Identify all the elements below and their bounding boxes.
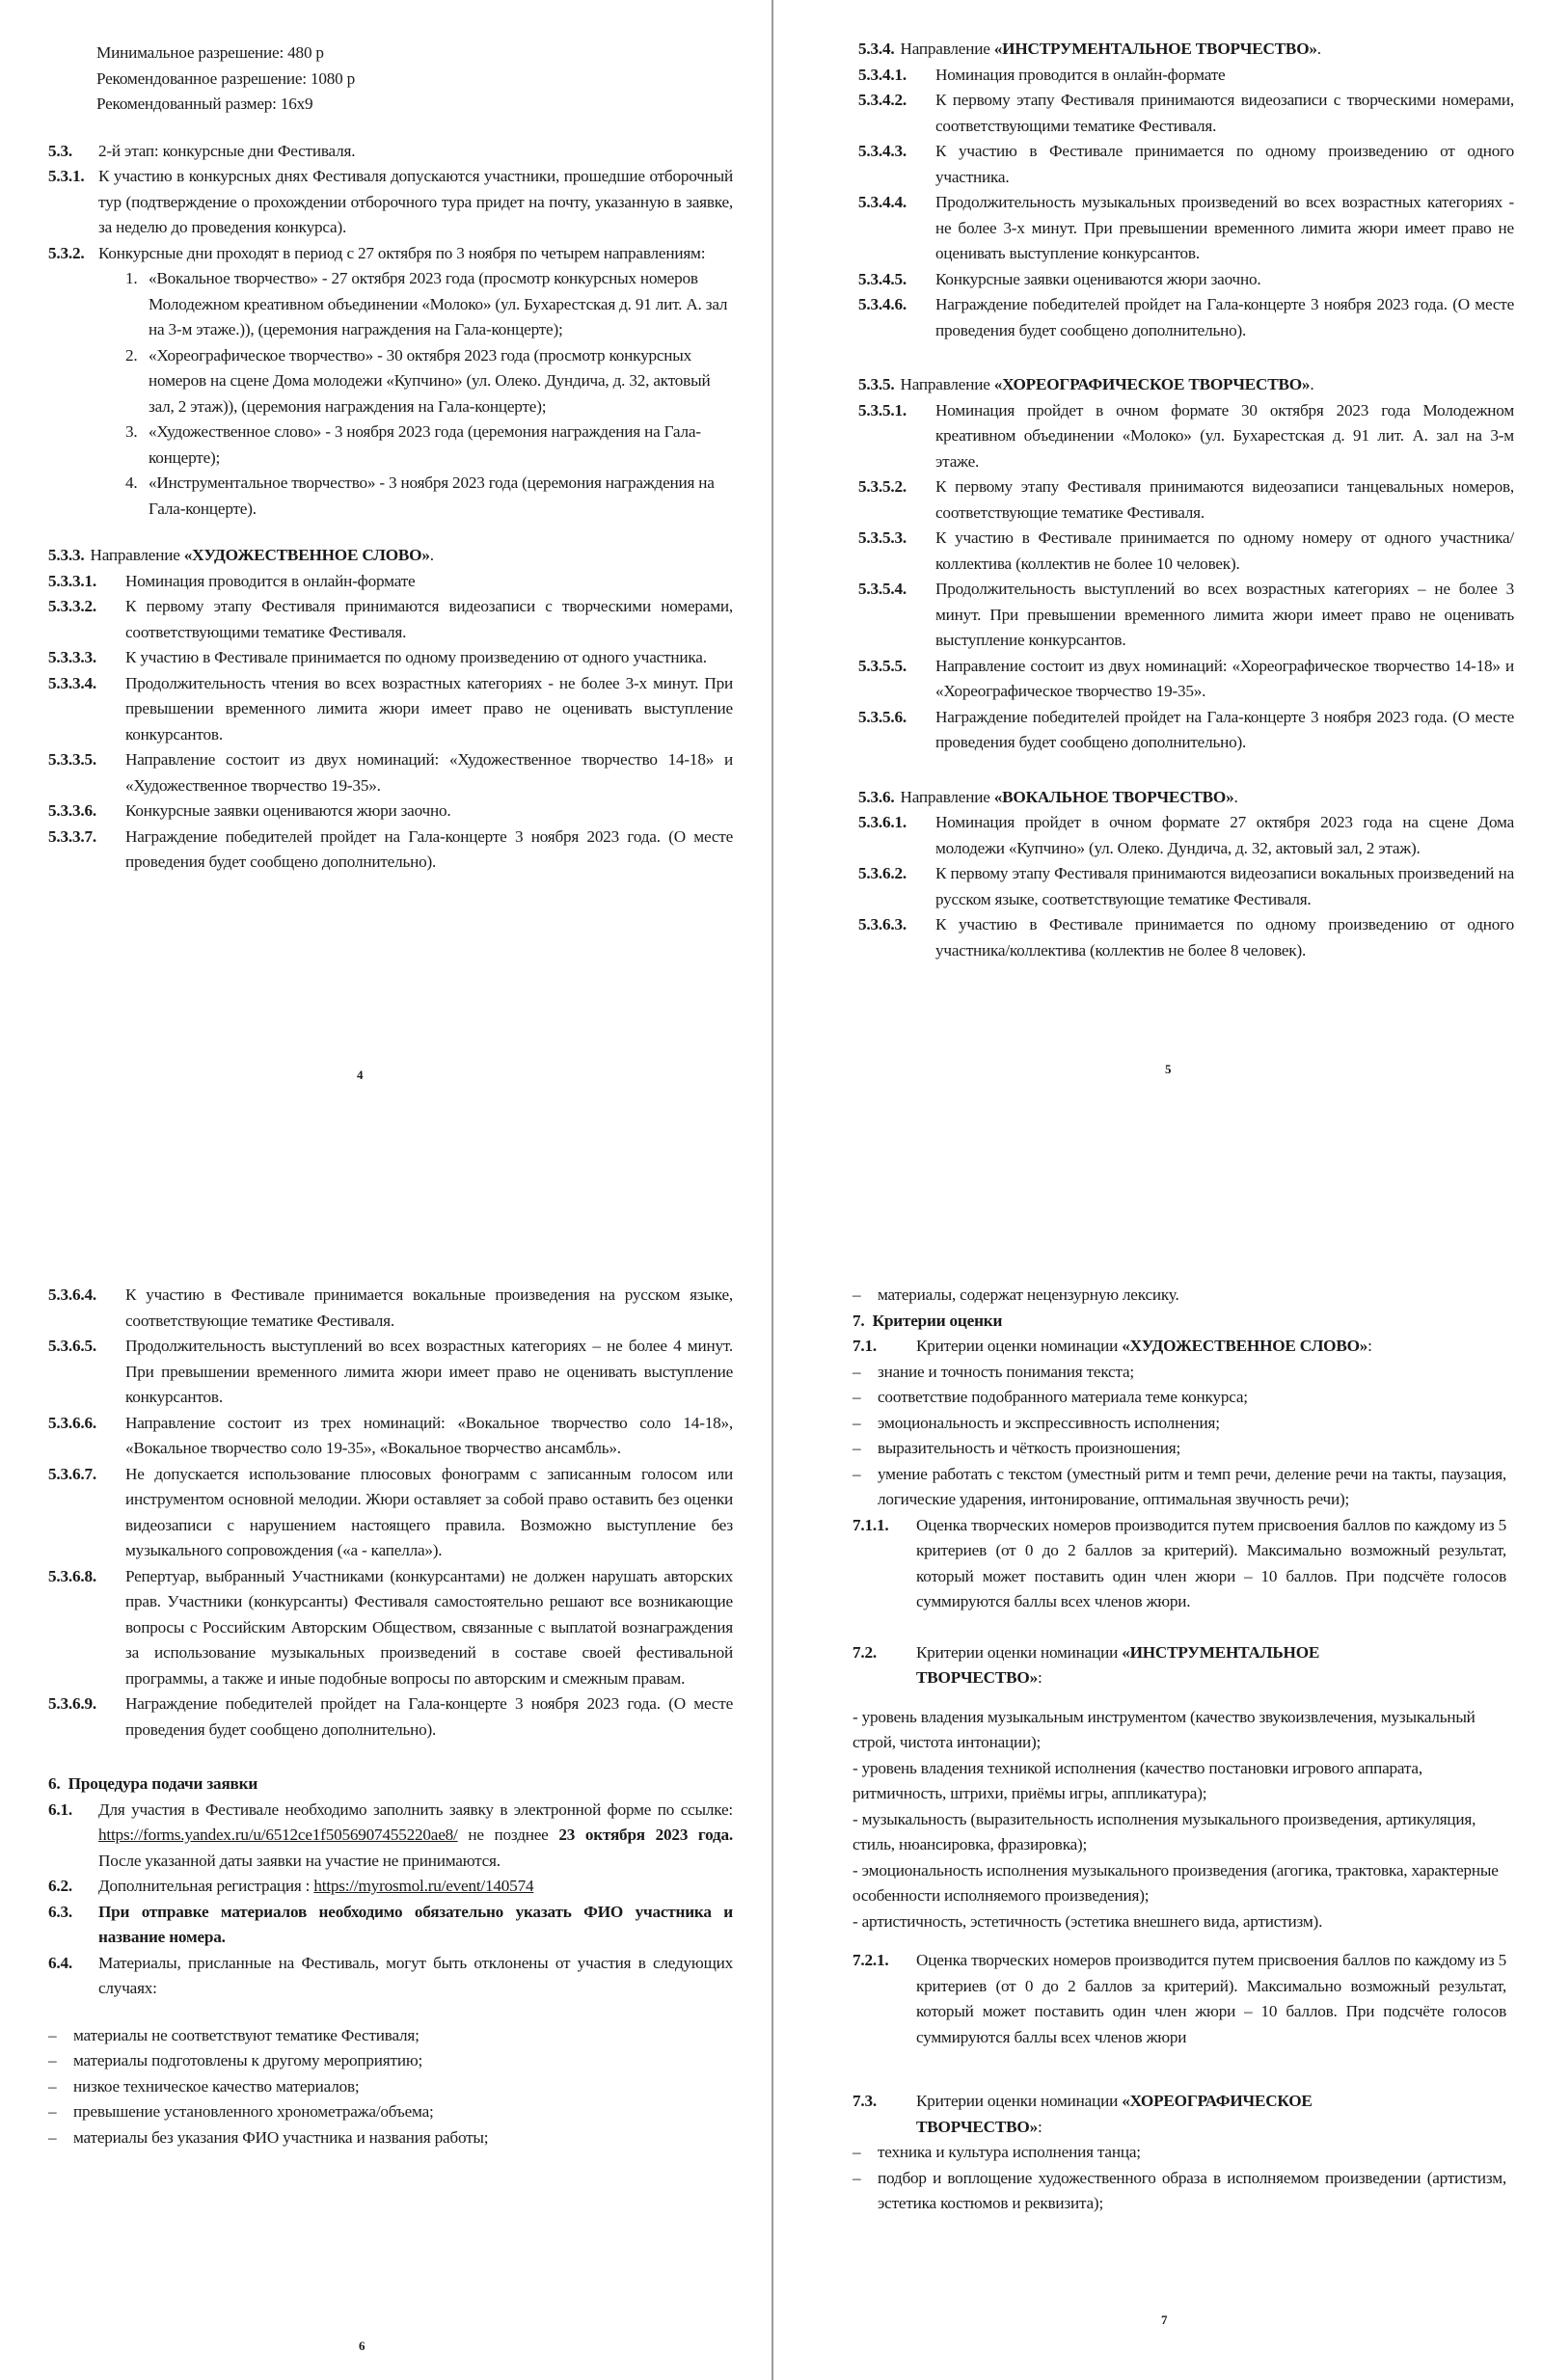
clause-number: 5.3.3.1. — [48, 571, 96, 590]
criterion-item: - музыкальность (выразительность исполнения музыкального произведения, артикуляция, стиль, нюансировка, фразировка); — [853, 1809, 1476, 1853]
item-text: знание и точность понимания текста; — [878, 1362, 1134, 1381]
heading-suffix: : — [1037, 1668, 1042, 1687]
item-text: «Хореографическое творчество» - 30 октября 2023 года (просмотр конкурсных номеров на сцене Дома молодежи «Купчино» (ул. Олеко. Дундича, д. 32, актовый зал, 2 этаж)), (церемония награждения на Гала-концерте); — [149, 345, 711, 416]
heading-prefix: Критерии оценки номинации — [916, 1642, 1123, 1662]
page-5 — [772, 0, 1543, 1186]
section-number: 5.3.3. — [48, 546, 85, 564]
clause-7-1-1 — [853, 1513, 1506, 1615]
heading-suffix: : — [1367, 1337, 1372, 1355]
clause-number: 5.3.5.2. — [858, 477, 907, 496]
clause-text: Направление состоит из трех номинаций: «Вокальное творчество соло 14-18», «Вокальное творчество соло 19-35», «Вокальное творчество ансамбль». — [125, 1413, 733, 1457]
page-number: 7 — [1161, 2312, 1168, 2327]
clause-number: 5.3.3.7. — [48, 826, 96, 846]
clause-text: Награждение победителей пройдет на Гала-концерте 3 ноября 2023 года. (О месте проведения будет сообщено дополнительно). — [935, 295, 1514, 339]
section-number: 5.3.4. — [858, 40, 895, 58]
dash-bullet: – — [853, 1439, 861, 1457]
video-specs — [48, 41, 733, 118]
clause-text: К участию в Фестивале принимается по одному произведению от одного участника. — [935, 142, 1514, 186]
clause-5-3-6-3 — [858, 912, 1514, 963]
clause-text: Направление состоит из двух номинаций: «Хореографическое творчество 14-18» и «Хореографическое творчество 19-35». — [935, 656, 1514, 700]
registration-link[interactable]: https://myrosmol.ru/event/140574 — [313, 1877, 534, 1895]
criterion-item: - уровень владения техникой исполнения (качество постановки игрового аппарата, ритмичность, штрихи, приёмы игры, аппликатура); — [853, 1758, 1422, 1802]
section-5-3 — [48, 139, 733, 165]
directions-list — [48, 266, 733, 522]
heading-prefix: Направление — [900, 787, 994, 806]
item-text: выразительность и чёткость произношения; — [878, 1439, 1181, 1457]
dash-bullet: – — [853, 1413, 861, 1432]
clause-5-3-4-3 — [858, 139, 1514, 190]
clause-number: 5.3.1. — [48, 167, 85, 185]
clause-number: 5.3.5.5. — [858, 656, 907, 675]
dash-bullet: – — [48, 2102, 57, 2121]
dash-bullet: – — [48, 2076, 57, 2096]
heading-bold: «ХУДОЖЕСТВЕННОЕ СЛОВО» — [1122, 1337, 1368, 1355]
section-title: 2-й этап: конкурсные дни Фестиваля. — [98, 141, 356, 160]
clause-text: Оценка творческих номеров производится путем присвоения баллов по каждому из 5 критериев (от 0 до 2 баллов за критерий). Максимально возможный результат, который может поставить один член жюри – 10 баллов. При подсчёте голосов суммируются баллы всех членов жюри. — [916, 1515, 1506, 1610]
clause-text: К участию в Фестивале принимается вокальные произведения на русском языке, соответствующие тематике Фестиваля. — [125, 1285, 733, 1330]
clause-text: Направление состоит из двух номинаций: «Художественное творчество 14-18» и «Художественное творчество 19-35». — [125, 750, 733, 795]
section-7-1 — [853, 1334, 1506, 1360]
page-6 — [0, 1186, 772, 2380]
section-5-3-3 — [48, 543, 733, 569]
section-6-title: 6. Процедура подачи заявки — [48, 1774, 258, 1793]
dash-bullet: – — [853, 1362, 861, 1381]
clause-number: 6.2. — [48, 1877, 72, 1895]
criterion-item: - уровень владения музыкальным инструментом (качество звукоизвлечения, музыкальный строй, чистота интонации); — [853, 1707, 1475, 1751]
direction-item — [125, 266, 733, 343]
clause-number: 5.3.3.3. — [48, 648, 96, 666]
dash-bullet: – — [48, 2127, 57, 2147]
clause-number: 5.3.3.5. — [48, 750, 96, 769]
text-part: не позднее — [457, 1826, 559, 1844]
clause-text — [98, 1874, 733, 1900]
heading-prefix: Направление — [900, 375, 994, 393]
page-number: 4 — [357, 1068, 364, 1082]
clause-text: Оценка творческих номеров производится путем присвоения баллов по каждому из 5 критериев (от 0 до 2 баллов за критерий). Максимально возможный результат, который может поставить один член жюри – 10 баллов. При подсчёте голосов суммируются баллы всех членов жюри — [916, 1951, 1506, 2046]
rejection-item — [48, 2074, 733, 2100]
clause-number: 5.3.2. — [48, 243, 85, 262]
clause-5-3-6-1 — [858, 810, 1514, 861]
clause-5-3-5-4 — [858, 577, 1514, 654]
rejection-item — [48, 2048, 733, 2074]
clause-number: 5.3.5.6. — [858, 707, 907, 726]
rejection-item — [48, 2023, 733, 2049]
heading-prefix: Критерии оценки номинации — [916, 1337, 1123, 1355]
item-text: материалы, содержат нецензурную лексику. — [878, 1285, 1179, 1304]
clause-6-2 — [48, 1874, 733, 1900]
section-heading — [900, 372, 1313, 398]
clause-5-3-3-4 — [48, 671, 733, 748]
clause-text: Награждение победителей пройдет на Гала-концерте 3 ноября 2023 года. (О месте проведения будет сообщено дополнительно). — [125, 1694, 733, 1739]
clause-6-4 — [48, 1951, 733, 2002]
clause-5-3-2 — [48, 241, 733, 267]
clause-5-3-3-1 — [48, 569, 733, 595]
item-text: материалы не соответствуют тематике Фестиваля; — [73, 2025, 420, 2044]
clause-number: 5.3.4.1. — [858, 65, 907, 84]
clause-number: 5.3.6.7. — [48, 1464, 96, 1483]
criteria-list-7-1 — [853, 1360, 1506, 1513]
rejection-item — [853, 1283, 1506, 1309]
clause-5-3-6-8 — [48, 1564, 733, 1692]
clause-number: 5.3.6.4. — [48, 1285, 96, 1304]
item-text: «Инструментальное творчество» - 3 ноября 2023 года (церемония награждения на Гала-концерте). — [149, 473, 715, 518]
item-text: техника и культура исполнения танца; — [878, 2143, 1141, 2161]
dash-bullet: – — [853, 1388, 861, 1406]
clause-text: К первому этапу Фестиваля принимаются видеозаписи с творческими номерами, соответствующими тематике Фестиваля. — [125, 597, 733, 641]
item-text: умение работать с текстом (уместный ритм и темп речи, деление речи на такты, паузация, логические ударения, интонирование, оптимальная звучность речи); — [878, 1464, 1506, 1508]
criterion-item: - артистичность, эстетичность (эстетика внешнего вида, артистизм). — [853, 1911, 1323, 1931]
rejection-item — [48, 2099, 733, 2125]
clause-number: 7.1.1. — [853, 1515, 889, 1534]
criterion-item — [853, 1360, 1506, 1386]
heading-bold: «ХОРЕОГРАФИЧЕСКОЕ ТВОРЧЕСТВО» — [916, 2092, 1313, 2136]
item-text: соответствие подобранного материала теме конкурса; — [878, 1388, 1248, 1406]
section-number: 7.2. — [853, 1642, 877, 1662]
clause-number: 5.3.6.8. — [48, 1566, 96, 1585]
clause-text: Продолжительность выступлений во всех возрастных категориях – не более 3 минут. При превышении временного лимита жюри имеет право не оценивать выступление конкурсантов. — [935, 580, 1514, 649]
section-number: 5.3. — [48, 141, 72, 160]
item-number: 2. — [125, 345, 138, 365]
clause-5-3-4-1 — [858, 63, 1514, 89]
criterion-item — [853, 1385, 1506, 1411]
item-text: низкое техническое качество материалов; — [73, 2076, 360, 2096]
item-number: 4. — [125, 473, 138, 492]
clause-number: 5.3.3.4. — [48, 673, 96, 692]
rejection-item — [48, 2125, 733, 2151]
item-text: материалы подготовлены к другому мероприятию; — [73, 2051, 423, 2069]
clause-number: 6.1. — [48, 1799, 72, 1819]
clause-text: Номинация пройдет в очном формате 27 октября 2023 года на сцене Дома молодежи «Купчино» (ул. Олеко. Дундича, д. 32, актовый зал, 2 этаж). — [935, 813, 1514, 857]
criterion-item — [853, 2140, 1506, 2166]
spec-recommended-size: Рекомендованный размер: 16х9 — [96, 95, 313, 113]
criteria-list-7-2 — [853, 1705, 1506, 1935]
page-6-content — [48, 1283, 733, 2150]
clause-number: 5.3.6.3. — [858, 915, 907, 933]
clause-text: Не допускается использование плюсовых фонограмм с записанным голосом или инструментом основной мелодии. Жюри оставляет за собой право оставить без оценки видеозаписи с нарушением настоящего правила. Возможно выступление без музыкального сопровождения («а - капелла»). — [125, 1464, 733, 1559]
deadline-date: 23 октября 2023 года. — [558, 1826, 733, 1844]
section-heading — [916, 1640, 1321, 1691]
clause-7-2-1 — [853, 1948, 1506, 2050]
clause-number: 5.3.4.5. — [858, 269, 907, 288]
clause-number: 6.3. — [48, 1902, 72, 1921]
page-4 — [0, 0, 772, 1186]
heading-suffix: . — [1233, 787, 1238, 806]
clause-5-3-1 — [48, 164, 733, 241]
clause-5-3-4-4 — [858, 190, 1514, 267]
heading-prefix: Направление — [90, 546, 184, 564]
section-7-title: 7. Критерии оценки — [853, 1311, 1003, 1330]
spec-min-resolution: Минимальное разрешение: 480 р — [96, 43, 324, 62]
clause-5-3-6-4 — [48, 1283, 733, 1334]
criterion-item: - эмоциональность исполнения музыкального произведения (агогика, трактовка, характерные особенности исполняемого произведения); — [853, 1860, 1499, 1905]
section-number: 5.3.6. — [858, 787, 895, 806]
clause-5-3-3-7 — [48, 825, 733, 876]
clause-5-3-4-2 — [858, 88, 1514, 139]
application-form-link[interactable]: https://forms.yandex.ru/u/6512ce1f5056907455220ae8/ — [98, 1826, 458, 1844]
dash-bullet: – — [853, 1464, 861, 1483]
page-5-content — [858, 37, 1514, 963]
clause-number: 5.3.5.3. — [858, 528, 907, 547]
item-text: материалы без указания ФИО участника и названия работы; — [73, 2127, 489, 2147]
section-number: 7.1. — [853, 1337, 877, 1355]
page-number: 5 — [1165, 1062, 1172, 1076]
clause-number: 5.3.6.2. — [858, 864, 907, 882]
text-part: После указанной даты заявки на участие не принимаются. — [98, 1851, 501, 1870]
clause-text: Номинация проводится в онлайн-формате — [935, 65, 1226, 84]
section-heading — [900, 785, 1237, 811]
clause-text: К первому этапу Фестиваля принимаются видеозаписи с творческими номерами, соответствующими тематике Фестиваля. — [935, 91, 1514, 135]
item-text: эмоциональность и экспрессивность исполнения; — [878, 1413, 1220, 1432]
section-5-3-6 — [858, 785, 1514, 811]
clause-number: 7.2.1. — [853, 1951, 889, 1969]
section-number: 5.3.5. — [858, 375, 895, 393]
section-7-2 — [853, 1640, 1506, 1691]
clause-text: К участию в Фестивале принимается по одному номеру от одного участника/коллектива (коллектив не более 10 человек). — [935, 528, 1514, 573]
clause-number: 5.3.6.6. — [48, 1413, 96, 1432]
clause-5-3-4-6 — [858, 292, 1514, 343]
clause-5-3-5-1 — [858, 398, 1514, 475]
page-7 — [772, 1186, 1543, 2380]
section-number: 7.3. — [853, 2092, 877, 2110]
clause-text: К участию в конкурсных днях Фестиваля допускаются участники, прошедшие отборочный тур (подтверждение о прохождении отборочного тура придет на почту, указанную в заявке, за неделю до проведения конкурса). — [98, 167, 733, 236]
clause-number: 5.3.4.4. — [858, 193, 907, 211]
clause-text: Номинация проводится в онлайн-формате — [125, 571, 416, 590]
clause-6-3 — [48, 1900, 733, 1951]
page-4-content — [48, 41, 733, 876]
clause-number: 5.3.4.3. — [858, 142, 907, 160]
dash-bullet: – — [853, 2143, 861, 2161]
heading-bold: «ХУДОЖЕСТВЕННОЕ СЛОВО» — [183, 546, 430, 564]
heading-bold: «ИНСТРУМЕНТАЛЬНОЕ ТВОРЧЕСТВО» — [916, 1642, 1320, 1687]
clause-5-3-6-7 — [48, 1462, 733, 1564]
text-part: Дополнительная регистрация : — [98, 1877, 314, 1895]
heading-suffix: . — [1310, 375, 1314, 393]
criterion-item — [853, 1411, 1506, 1437]
item-text: «Вокальное творчество» - 27 октября 2023 года (просмотр конкурсных номеров Молодежном креативном объединении «Молоко» (ул. Бухарестская д. 91 лит. А. зал на 3-м этаже.)), (церемония награждения на Гала-концерте); — [149, 269, 728, 338]
clause-text — [98, 1798, 733, 1875]
clause-text: Конкурсные заявки оцениваются жюри заочно. — [935, 269, 1261, 288]
heading-prefix: Критерии оценки номинации — [916, 2092, 1123, 2110]
clause-text: Материалы, присланные на Фестиваль, могут быть отклонены от участия в следующих случаях: — [98, 1953, 733, 1997]
clause-text: Награждение победителей пройдет на Гала-концерте 3 ноября 2023 года. (О месте проведения будет сообщено дополнительно). — [125, 826, 733, 871]
clause-number: 5.3.4.6. — [858, 295, 907, 313]
criterion-item — [853, 1436, 1506, 1462]
clause-number: 5.3.6.5. — [48, 1337, 96, 1355]
spec-recommended-resolution: Рекомендованное разрешение: 1080 р — [96, 68, 356, 88]
heading-bold: «ХОРЕОГРАФИЧЕСКОЕ ТВОРЧЕСТВО» — [993, 375, 1311, 393]
section-heading — [900, 37, 1320, 63]
clause-text: Номинация пройдет в очном формате 30 октября 2023 года Молодежном креативном объединении «Молоко» (ул. Бухарестская д. 91 лит. А. зал на 3-м этаже. — [935, 400, 1514, 471]
criterion-item — [853, 2166, 1506, 2217]
clause-text: Продолжительность музыкальных произведений во всех возрастных категориях - не более 3-х минут. При превышении временного лимита жюри имеет право не оценивать выступление конкурсантов. — [935, 193, 1514, 262]
rejection-list — [48, 2023, 733, 2151]
criteria-list-7-3 — [853, 2140, 1506, 2217]
clause-number: 5.3.3.6. — [48, 801, 96, 820]
clause-number: 5.3.5.1. — [858, 400, 907, 419]
item-number: 1. — [125, 269, 138, 287]
clause-5-3-3-3 — [48, 645, 733, 671]
section-5-3-4 — [858, 37, 1514, 63]
item-text: превышение установленного хронометража/объема; — [73, 2102, 434, 2121]
clause-number: 5.3.6.1. — [858, 813, 907, 831]
clause-text: К первому этапу Фестиваля принимаются видеозаписи вокальных произведений на русском языке, соответствующие тематике Фестиваля. — [935, 864, 1514, 908]
heading-suffix: . — [429, 546, 434, 564]
dash-bullet: – — [853, 1285, 861, 1304]
section-heading — [916, 2089, 1321, 2140]
section-heading — [916, 1334, 1372, 1360]
clause-5-3-6-9 — [48, 1691, 733, 1743]
clause-text: Конкурсные дни проходят в период с 27 октября по 3 ноября по четырем направлениям: — [98, 243, 706, 262]
clause-5-3-3-5 — [48, 747, 733, 798]
section-heading — [90, 543, 433, 569]
clause-text: Продолжительность чтения во всех возрастных категориях - не более 3-х минут. При превышении временного лимита жюри имеет право не оценивать выступление конкурсантов. — [125, 673, 733, 744]
direction-item — [125, 419, 733, 471]
heading-suffix: . — [1316, 40, 1321, 58]
page-7-content — [853, 1283, 1506, 2217]
clause-5-3-4-5 — [858, 267, 1514, 293]
clause-5-3-6-5 — [48, 1334, 733, 1411]
clause-text: Репертуар, выбранный Участниками (конкурсантами) не должен нарушать авторских прав. Участники (конкурсанты) Фестиваля самостоятельно решают все возникающие вопросы с Российским Авторским Обществом, связанные с выплатой вознаграждения за использование музыкальных произведений в составе своей фестивальной программы, а также и иные подобные вопросы по авторским и смежным правам. — [125, 1566, 733, 1688]
clause-5-3-6-6 — [48, 1411, 733, 1462]
heading-prefix: Направление — [900, 40, 994, 58]
dash-bullet: – — [48, 2025, 57, 2044]
direction-item — [125, 471, 733, 522]
clause-text: При отправке материалов необходимо обязательно указать ФИО участника и название номера. — [98, 1902, 733, 1946]
direction-item — [125, 343, 733, 420]
clause-5-3-3-2 — [48, 594, 733, 645]
section-7-3 — [853, 2089, 1506, 2140]
dash-bullet: – — [48, 2051, 57, 2069]
item-number: 3. — [125, 422, 138, 441]
clause-text: Конкурсные заявки оцениваются жюри заочно. — [125, 801, 451, 820]
clause-6-1 — [48, 1798, 733, 1875]
item-text: «Художественное слово» - 3 ноября 2023 года (церемония награждения на Гала-концерте); — [149, 422, 701, 467]
heading-suffix: : — [1037, 2117, 1042, 2136]
section-5-3-5 — [858, 372, 1514, 398]
text-part: Для участия в Фестивале необходимо заполнить заявку в электронной форме по ссылке: — [98, 1799, 733, 1819]
clause-5-3-5-6 — [858, 705, 1514, 756]
item-text: подбор и воплощение художественного образа в исполняемом произведении (артистизм, эстетика костюмов и реквизита); — [878, 2168, 1506, 2212]
clause-5-3-6-2 — [858, 861, 1514, 912]
clause-number: 5.3.6.9. — [48, 1694, 96, 1713]
clause-5-3-3-6 — [48, 798, 733, 825]
clause-5-3-5-3 — [858, 526, 1514, 577]
page-number: 6 — [359, 2339, 365, 2353]
clause-5-3-5-2 — [858, 474, 1514, 526]
heading-bold: «ВОКАЛЬНОЕ ТВОРЧЕСТВО» — [993, 787, 1234, 806]
clause-number: 5.3.5.4. — [858, 580, 907, 598]
clause-5-3-5-5 — [858, 654, 1514, 705]
heading-bold: «ИНСТРУМЕНТАЛЬНОЕ ТВОРЧЕСТВО» — [993, 40, 1317, 58]
clause-text: К участию в Фестивале принимается по одному произведению от одного участника. — [125, 648, 707, 666]
dash-bullet: – — [853, 2168, 861, 2187]
criterion-item — [853, 1462, 1506, 1513]
clause-number: 5.3.4.2. — [858, 91, 907, 109]
clause-text: Награждение победителей пройдет на Гала-концерте 3 ноября 2023 года. (О месте проведения будет сообщено дополнительно). — [935, 707, 1514, 751]
clause-text: К участию в Фестивале принимается по одному произведению от одного участника/коллектива (коллектив не более 8 человек). — [935, 915, 1514, 960]
clause-number: 5.3.3.2. — [48, 597, 96, 615]
clause-number: 6.4. — [48, 1953, 72, 1972]
clause-text: Продолжительность выступлений во всех возрастных категориях – не более 4 минут. При превышении временного лимита жюри имеет право не оценивать выступление конкурсантов. — [125, 1337, 733, 1406]
clause-text: К первому этапу Фестиваля принимаются видеозаписи танцевальных номеров, соответствующие тематике Фестиваля. — [935, 477, 1514, 522]
